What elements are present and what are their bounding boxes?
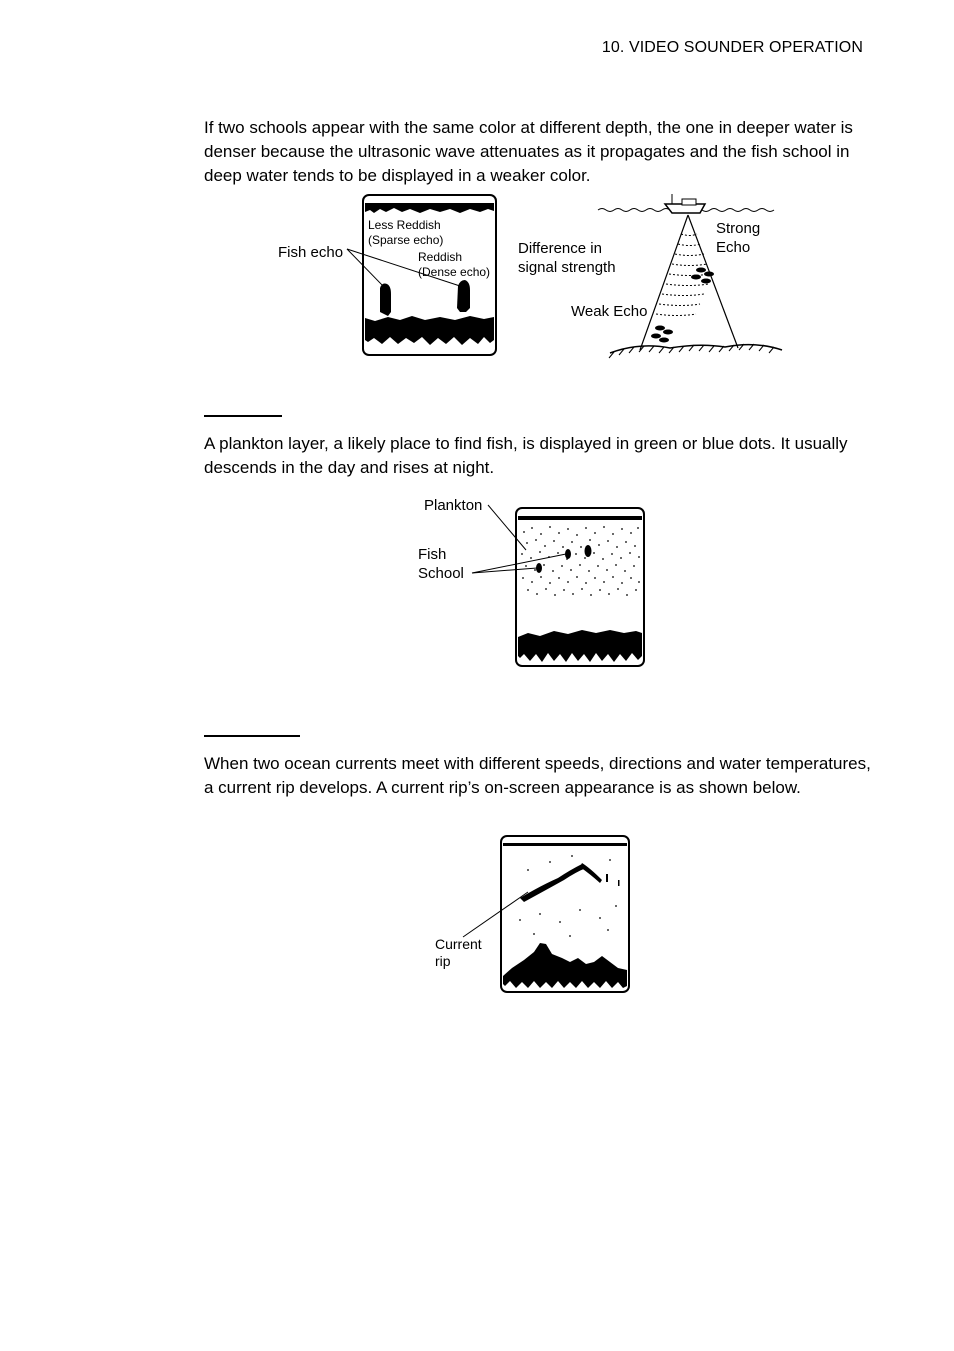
- fish-school-strong: [691, 268, 714, 284]
- label-sparse-echo: (Sparse echo): [368, 233, 444, 247]
- label-difference-2: signal strength: [518, 259, 616, 276]
- fish-echo-sparse: [380, 284, 391, 317]
- current-rip-figure: [430, 830, 640, 1000]
- paragraph-fish-schools: If two schools appear with the same color at different depth, the one in deeper water is denser because the ultrasonic wave attenuates as it propagates and the fish school in deep water tends to be displayed in a weaker color.: [204, 118, 853, 185]
- label-less-reddish: Less Reddish: [368, 218, 441, 232]
- plankton-figure: [410, 492, 660, 672]
- label-fish: Fish: [418, 546, 447, 563]
- label-reddish: Reddish: [418, 250, 463, 264]
- fish-echo-dense: [457, 280, 470, 312]
- label-current: Current: [435, 936, 482, 952]
- paragraph-plankton: A plankton layer, a likely place to find fish, is displayed in green or blue dots. It usually descends in the day and rises at night.: [204, 434, 848, 477]
- label-strong-1: Strong: [716, 220, 761, 237]
- plankton-screen-frame: [516, 508, 644, 666]
- page-header: 10. VIDEO SOUNDER OPERATION: [601, 39, 863, 56]
- section-heading-rule-plankton: [204, 415, 282, 417]
- label-rip: rip: [435, 953, 451, 969]
- label-fish-echo: Fish echo: [278, 244, 344, 261]
- fish-school-weak: [651, 326, 673, 343]
- fish-school-2: [585, 545, 592, 557]
- beam-wave-arcs: [656, 234, 710, 316]
- label-plankton: Plankton: [424, 497, 483, 514]
- label-dense-echo: (Dense echo): [418, 265, 491, 279]
- label-school: School: [418, 565, 464, 582]
- label-difference-1: Difference in: [518, 240, 602, 257]
- boat-icon: [665, 194, 705, 213]
- signal-strength-diagram: [510, 190, 800, 365]
- seabed: [610, 345, 782, 353]
- beam-left-edge: [640, 215, 688, 350]
- label-strong-2: Echo: [716, 239, 751, 256]
- paragraph-current-rip: When two ocean currents meet with different speeds, directions and water temperatures, a current rip develops. A current rip’s on-screen appearance is as shown below.: [204, 754, 871, 797]
- section-heading-rule-current-rip: [204, 735, 300, 737]
- fish-echo-screen-figure: [270, 190, 510, 365]
- label-weak-echo: Weak Echo: [571, 303, 648, 320]
